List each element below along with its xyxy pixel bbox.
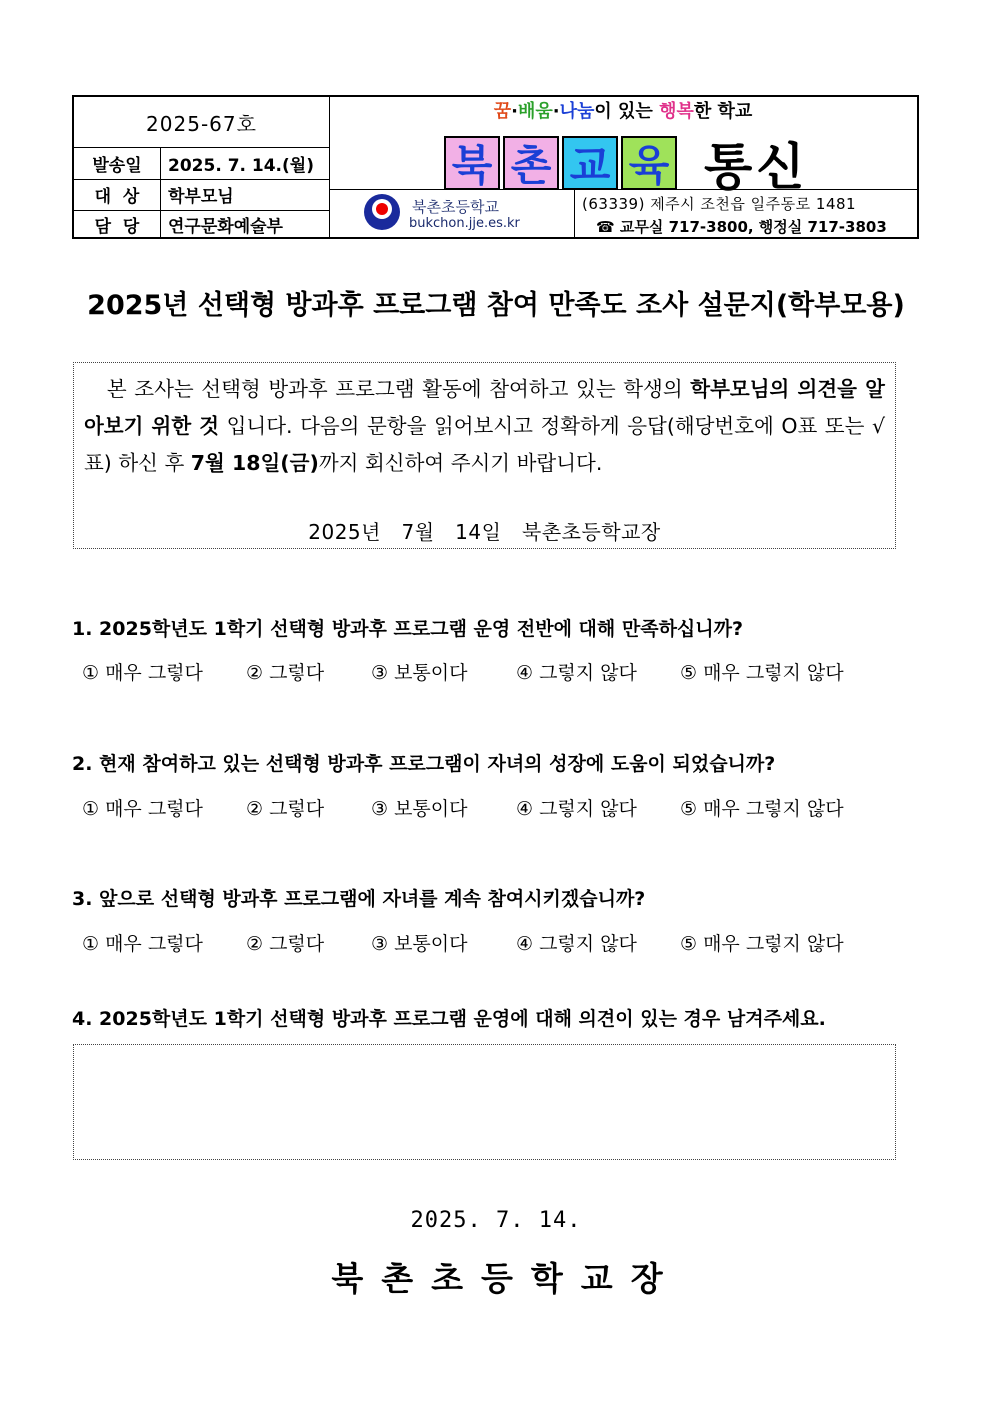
q3-option-2[interactable]: ② 그렇다	[246, 933, 325, 955]
motto-segment: ·	[511, 101, 518, 122]
motto-segment: 행복	[659, 101, 694, 122]
send-date-label: 발송일	[92, 155, 142, 176]
send-date-value: 2025. 7. 14.(월)	[168, 155, 314, 176]
intro-part-a: 본 조사는 선택형 방과후 프로그램 활동에 참여하고 있는 학생의	[106, 377, 691, 401]
school-address: (63339) 제주시 조천읍 일주동로 1481	[582, 195, 857, 213]
q2-option-2[interactable]: ② 그렇다	[246, 798, 325, 820]
q1-option-3[interactable]: ③ 보통이다	[371, 662, 468, 684]
question-1-options	[82, 658, 882, 685]
title-char-box: 육	[621, 136, 677, 190]
motto-segment: 배움	[517, 101, 553, 122]
title-suffix: 통신	[704, 138, 809, 196]
q1-option-4[interactable]: ④ 그렇지 않다	[516, 662, 637, 684]
motto-segment: 나눔	[559, 101, 595, 122]
intro-box	[73, 362, 896, 549]
q2-option-4[interactable]: ④ 그렇지 않다	[516, 798, 637, 820]
motto-segment: 꿈	[493, 101, 512, 122]
motto-segment: 한 학교	[693, 101, 753, 122]
q2-option-3[interactable]: ③ 보통이다	[371, 798, 468, 820]
title-char-box: 촌	[503, 136, 559, 190]
school-phone: ☎ 교무실 717-3800, 행정실 717-3803	[596, 218, 887, 236]
target-value: 학부모님	[168, 187, 234, 207]
target-label: 대 상	[94, 187, 140, 207]
newsletter-header	[72, 95, 919, 239]
q1-option-2[interactable]: ② 그렇다	[246, 662, 325, 684]
question-4: 4. 2025학년도 1학기 선택형 방과후 프로그램 운영에 대해 의견이 있는 경우 남겨주세요.	[72, 1008, 826, 1030]
q3-option-4[interactable]: ④ 그렇지 않다	[516, 933, 637, 955]
title-char-box: 북	[444, 136, 500, 190]
q3-option-3[interactable]: ③ 보통이다	[371, 933, 468, 955]
question-2: 2. 현재 참여하고 있는 선택형 방과후 프로그램이 자녀의 성장에 도움이 되었습니까?	[72, 753, 776, 775]
intro-text	[84, 371, 885, 482]
footer-date: 2025. 7. 14.	[410, 1208, 582, 1233]
q3-option-1[interactable]: ① 매우 그렇다	[82, 933, 203, 955]
issue-number: 2025-67호	[146, 111, 257, 136]
q1-option-1[interactable]: ① 매우 그렇다	[82, 662, 203, 684]
intro-part-b: 학부모님의 의견을 알아보기 위한 것	[84, 377, 885, 438]
q2-option-5[interactable]: ⑤ 매우 그렇지 않다	[680, 798, 844, 820]
intro-part-e: 까지 회신하여 주시기 바랍니다.	[318, 451, 603, 475]
manager-value: 연구문화예술부	[168, 217, 283, 237]
q2-option-1[interactable]: ① 매우 그렇다	[82, 798, 203, 820]
motto-segment: ·	[552, 101, 560, 122]
question-1: 1. 2025학년도 1학기 선택형 방과후 프로그램 운영 전반에 대해 만족하십니까?	[72, 618, 744, 640]
school-url: bukchon.jje.es.kr	[409, 216, 520, 231]
motto-segment: 이 있는	[594, 101, 660, 122]
question-3-options	[82, 929, 882, 956]
school-motto	[329, 97, 917, 123]
school-logo-icon	[364, 194, 400, 230]
q3-option-5[interactable]: ⑤ 매우 그렇지 않다	[680, 933, 844, 955]
principal-signature: 북촌초등학교장	[331, 1259, 681, 1298]
intro-date-line: 2025년 7월 14일 북촌초등학교장	[308, 520, 661, 544]
page-title: 2025년 선택형 방과후 프로그램 참여 만족도 조사 설문지(학부모용)	[87, 290, 905, 321]
question-2-options	[82, 794, 882, 821]
question-3: 3. 앞으로 선택형 방과후 프로그램에 자녀를 계속 참여시키겠습니까?	[72, 888, 646, 910]
manager-label: 담 당	[94, 217, 140, 237]
school-name: 북촌초등학교	[412, 198, 499, 216]
title-char-box: 교	[562, 136, 618, 190]
opinion-answer-box[interactable]	[73, 1044, 896, 1160]
q1-option-5[interactable]: ⑤ 매우 그렇지 않다	[680, 662, 844, 684]
newsletter-title	[444, 127, 809, 199]
intro-part-c: 입니다. 다음의 문항을 읽어보시고 정확하게 응답(해당번호에 O표 또는 √표) 하신 후	[84, 414, 886, 475]
intro-deadline: 7월 18일(금)	[190, 451, 319, 475]
